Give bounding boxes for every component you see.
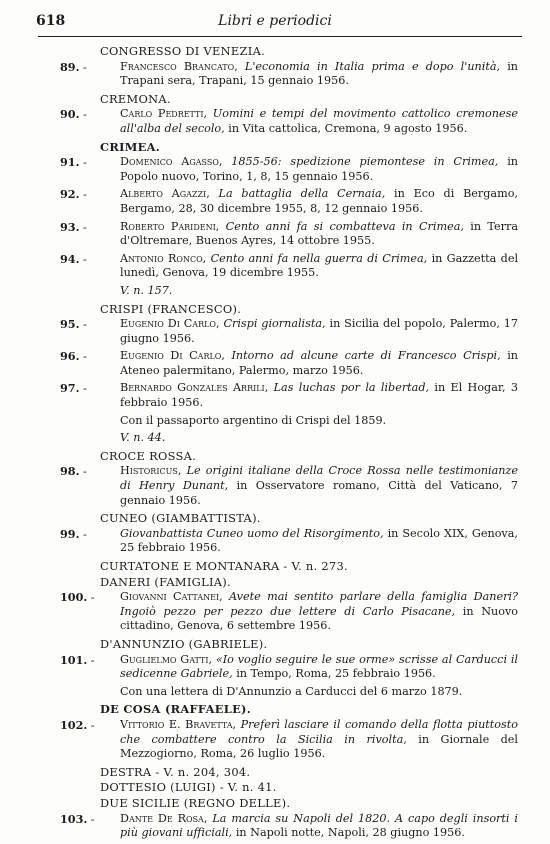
subject-heading: CROCE ROSSA.	[100, 448, 197, 463]
entry-title: L'economia in Italia prima e dopo l'unità,	[244, 59, 501, 73]
entry-source: in Napoli notte, Napoli, 28 giugno 1956.	[235, 826, 465, 840]
entry-source: in Nuovo cittadino, Genova, 6 settembre 1956.	[120, 604, 519, 633]
entry-author: Historicus,	[120, 464, 182, 478]
entry-source: in Eco di Bergamo, Bergamo, 28, 30 dicembre 1955, 8, 12 gennaio 1956.	[120, 187, 518, 215]
entry-number: 102. -	[60, 718, 95, 734]
entry-source: in Trapani sera, Trapani, 15 gennaio 1956.	[120, 59, 518, 88]
subject-heading: DUE SICILIE (REGNO DELLE).	[100, 795, 291, 810]
entry-number: 92. -	[60, 187, 87, 203]
subject-heading: CUNEO (GIAMBATTISTA).	[100, 511, 261, 526]
entry-number: 98. -	[60, 464, 87, 480]
entry-author: Domenico Agasso,	[120, 155, 223, 169]
subject-heading: DESTRA - V. n. 204, 304.	[100, 764, 251, 779]
entry-source: in Tempo, Roma, 25 febbraio 1956.	[236, 667, 436, 681]
bibliography-entry	[0, 317, 550, 346]
entry-number: 99. -	[60, 527, 87, 543]
entry-number: 91. -	[60, 155, 87, 171]
entry-author: Giovanni Cattanei,	[120, 590, 223, 604]
subject-heading: CREMONA.	[100, 91, 171, 106]
bibliography-entry	[0, 812, 550, 841]
entry-title: Cento anni fa nella guerra di Crimea,	[210, 251, 428, 265]
entry-author: Dante De Rosa,	[120, 811, 208, 825]
entry-source: in Ateneo palermitano, Palermo, marzo 1956.	[120, 349, 518, 377]
running-head: Libri e periodici	[218, 13, 332, 29]
entry-number: 103. -	[60, 812, 95, 828]
entry-author: Roberto Parideni,	[120, 219, 220, 233]
subject-heading: DOTTESIO (LUIGI) - V. n. 41.	[100, 780, 277, 795]
bibliography-list	[0, 43, 550, 844]
entry-title: «Io voglio seguire le sue orme» scrisse al Carducci il sedicenne Gabriele,	[120, 652, 518, 681]
entry-title: Intorno ad alcune carte di Francesco Crispi,	[231, 349, 501, 363]
cross-reference: V. n. 157.	[120, 283, 173, 297]
bibliography-entry	[0, 220, 550, 249]
entry-source: in Osservatore romano, Città del Vaticano, 7 gennaio 1956.	[120, 479, 518, 507]
subject-heading: CRISPI (FRANCESCO).	[100, 301, 242, 316]
subject-heading: DANERI (FAMIGLIA).	[100, 574, 231, 589]
bibliography-entry	[0, 464, 550, 508]
entry-number: 90. -	[60, 107, 87, 123]
entry-source: in Gazzetta del lunedì, Genova, 19 dicembre 1955.	[120, 251, 519, 280]
entry-title: Avete mai sentito parlare della famiglia Daneri? Ingoiò pezzo per pezzo due lettere di Carlo Pisacane,	[120, 590, 519, 618]
entry-title: Le origini italiane della Croce Rossa nelle testimonianze di Henry Dunant,	[120, 464, 518, 493]
entry-source: in El Hogar, 3 febbraio 1956.	[120, 381, 518, 410]
bibliography-entry	[0, 527, 550, 556]
entry-author: Carlo Pedretti,	[120, 107, 208, 121]
page-number: 618	[36, 13, 66, 29]
entry-title: Crispi giornalista,	[223, 317, 326, 331]
bibliography-entry	[0, 187, 550, 216]
entry-author: Guglielmo Gatti,	[120, 652, 213, 666]
entry-number: 89. -	[60, 60, 87, 76]
entry-number: 94. -	[60, 252, 87, 268]
entry-author: Alberto Agazzi,	[120, 187, 210, 201]
entry-number: 95. -	[60, 317, 87, 333]
entry-title: Las luchas por la libertad,	[273, 381, 430, 395]
bibliography-entry	[0, 381, 550, 410]
entry-note: Con il passaporto argentino di Crispi del 1859.	[120, 413, 387, 427]
bibliography-entry	[0, 155, 550, 184]
header-rule	[38, 36, 522, 37]
entry-number: 100. -	[60, 590, 95, 606]
subject-heading: CRIMEA.	[100, 139, 161, 154]
bibliography-entry	[0, 718, 550, 762]
bibliography-entry	[0, 590, 550, 634]
entry-number: 97. -	[60, 381, 87, 397]
entry-source: in Secolo XIX, Genova, 25 febbraio 1956.	[120, 526, 518, 555]
bibliography-entry	[0, 653, 550, 682]
entry-title: La marcia su Napoli del 1820. A capo degli insorti i più giovani ufficiali,	[120, 811, 518, 840]
bibliography-entry	[0, 107, 550, 136]
subject-heading: CURTATONE E MONTANARA - V. n. 273.	[100, 559, 348, 573]
entry-note: Con una lettera di D'Annunzio a Carducci del 6 marzo 1879.	[120, 684, 463, 698]
bibliography-entry	[0, 252, 550, 281]
entry-author: Eugenio Di Carlo,	[120, 317, 220, 331]
entry-number: 96. -	[60, 349, 87, 365]
entry-source: in Terra d'Oltremare, Buenos Ayres, 14 ottobre 1955.	[120, 219, 519, 248]
subject-heading: CONGRESSO DI VENEZIA.	[100, 44, 266, 58]
entry-author: Bernardo Gonzales Arrili,	[120, 381, 269, 395]
entry-source: in Vita cattolica, Cremona, 9 agosto 1956.	[228, 121, 468, 135]
entry-title: Preferì lasciare il comando della flotta piuttosto che combattere contro la Sicilia in rivolta,	[120, 717, 518, 746]
entry-source: in Sicilia del popolo, Palermo, 17 giugno 1956.	[120, 317, 519, 345]
entry-number: 93. -	[60, 220, 87, 236]
subject-heading: DE COSA (RAFFAELE).	[100, 702, 252, 717]
entry-source: in Giornale del Mezzogiorno, Roma, 26 luglio 1956.	[120, 732, 518, 761]
entry-author: Eugenio Di Carlo,	[120, 349, 225, 363]
entry-number: 101. -	[60, 653, 95, 669]
entry-author: Antonio Ronco,	[120, 251, 207, 265]
entry-title: Giovanbattista Cuneo uomo del Risorgimento,	[120, 526, 384, 540]
cross-reference: V. n. 44.	[120, 431, 166, 445]
entry-title: Uomini e tempi del movimento cattolico cremonese all'alba del secolo,	[120, 107, 518, 135]
entry-source: in Popolo nuovo, Torino, 1, 8, 15 gennaio 1956.	[120, 155, 519, 183]
entry-title: Cento anni fa si combatteva in Crimea,	[225, 219, 464, 233]
subject-heading: D'ANNUNZIO (GABRIELE).	[100, 636, 268, 651]
entry-title: 1855-56: spedizione piemontese in Crimea,	[231, 155, 499, 169]
entry-title: La battaglia della Cernaia,	[218, 187, 386, 201]
bibliography-entry	[0, 60, 550, 89]
entry-author: Vittorio E. Bravetta,	[120, 717, 237, 731]
entry-author: Francesco Brancato,	[120, 59, 238, 73]
bibliography-entry	[0, 349, 550, 378]
